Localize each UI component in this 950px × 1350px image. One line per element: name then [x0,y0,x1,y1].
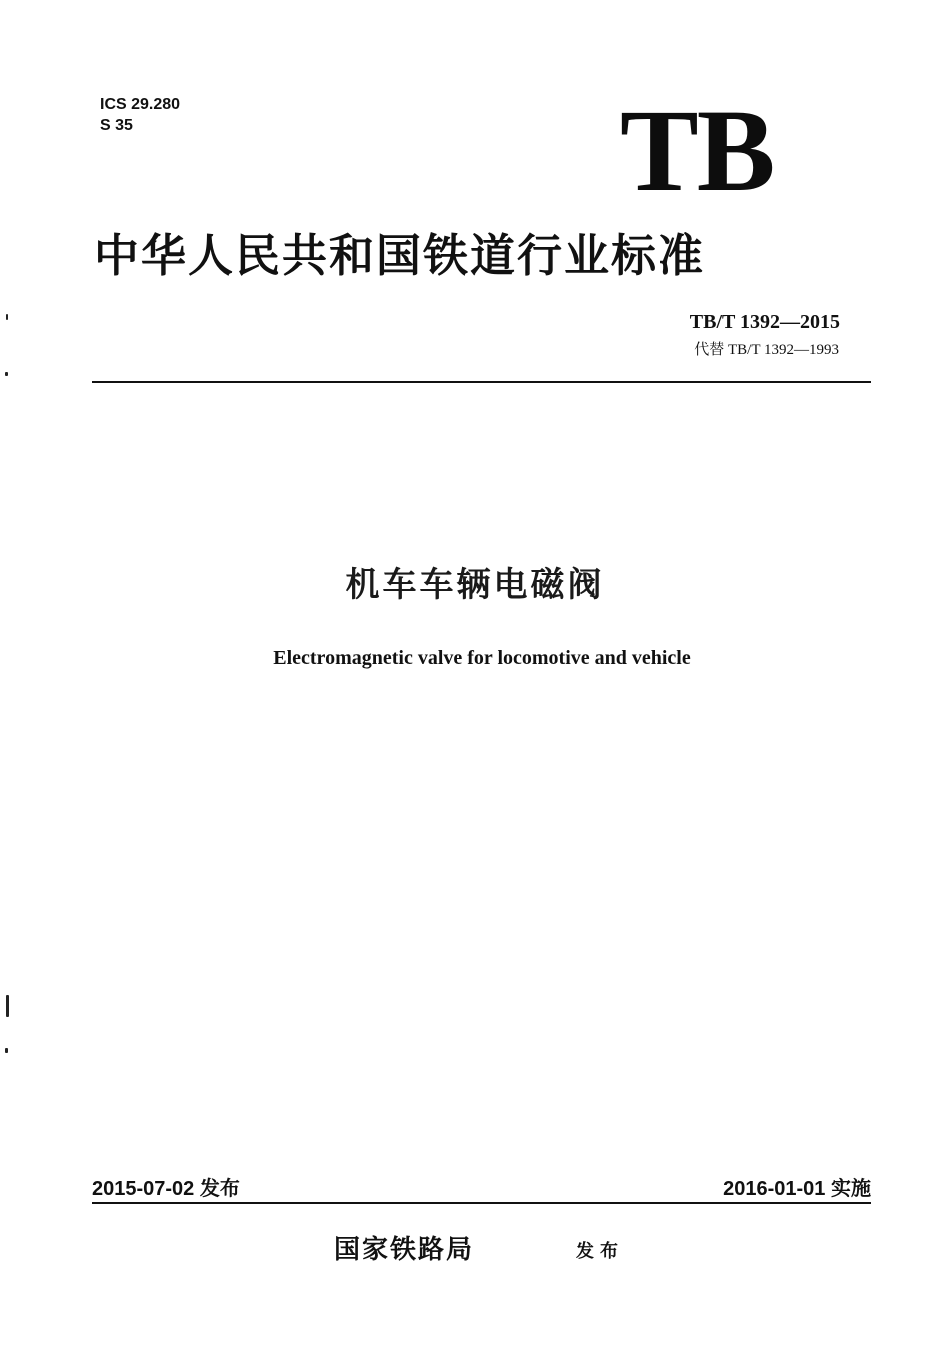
organization-title: 中华人民共和国铁道行业标准 [94,229,706,282]
category-code: S 35 [100,117,133,134]
tb-standard-mark: TB [620,85,774,216]
scan-speck [5,1048,8,1053]
issue-date: 2015-07-02 发布 [92,1178,240,1200]
publisher-suffix: 发布 [576,1241,624,1262]
scan-speck [6,995,9,1017]
classification-codes [100,94,180,136]
scan-speck [6,314,8,320]
title-chinese: 机车车辆电磁阀 [345,565,605,605]
scan-speck [5,372,8,376]
ics-code: ICS 29.280 [100,96,181,113]
bottom-divider [92,1202,871,1204]
top-divider [92,381,871,383]
replaces-standard: 代替 TB/T 1392—1993 [694,342,839,358]
implementation-date: 2016-01-01 实施 [723,1178,871,1200]
standard-number: TB/T 1392—2015 [689,311,840,333]
publisher-name: 国家铁路局 [334,1235,475,1265]
title-english: Electromagnetic valve for locomotive and vehicle [273,647,691,669]
